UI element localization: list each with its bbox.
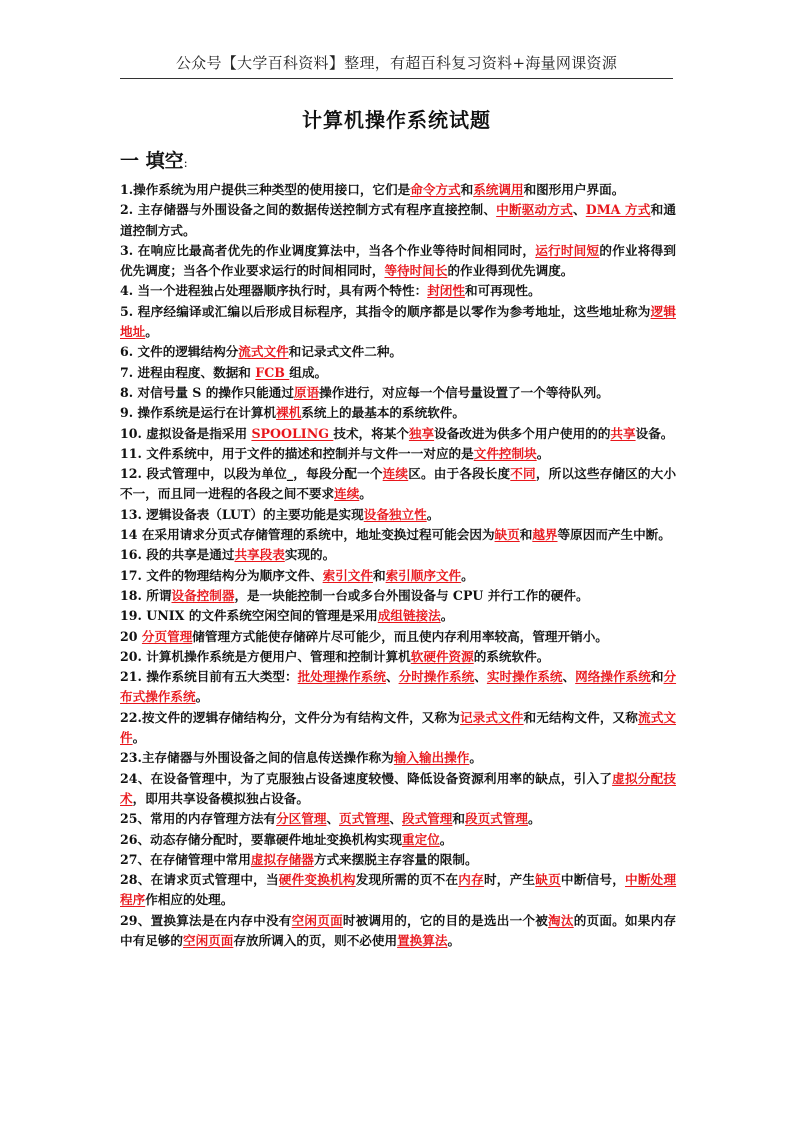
answer-text: 置换算法 [397, 932, 448, 948]
question-text: 和 [650, 669, 664, 685]
question-text: 5. 程序经编译或汇编以后形成目标程序，其指令的顺序都是以零作为参考地址，这些地址称为 [120, 303, 651, 319]
section-heading [120, 146, 188, 173]
question-text: 发现所需的页不在 [355, 872, 459, 888]
question-text: 7. 进程由程度、数据和 [120, 364, 256, 380]
question-text: 、 [474, 669, 487, 685]
question-text: 11. 文件系统中，用于文件的描述和控制并与文件一一对应的是 [120, 445, 474, 461]
answer-text: 网络操作系统 [575, 669, 651, 685]
question-text: 14 在采用请求分页式存储管理的系统中，地址变换过程可能会因为 [120, 527, 495, 543]
section-number: 一 [120, 150, 140, 172]
question-text: 实现的。 [284, 547, 336, 563]
answer-text: 系统调用 [473, 182, 524, 197]
question-text: 。 [439, 831, 453, 847]
answer-text: 分时操作系统 [398, 669, 475, 685]
question-text: ，即用共享设备模拟独占设备。 [132, 790, 309, 806]
answer-text: 淘汰 [548, 912, 574, 928]
question-text: 8. 对信号量 S 的操作只能通过 [120, 384, 294, 400]
question-text: 的作业将得到优先调度；当各个作业要求运行的时间相同时， [120, 242, 677, 279]
answer-text: SPOOLING [251, 425, 334, 441]
question-item [120, 302, 676, 343]
answer-text: 重定位 [402, 831, 440, 847]
answer-text: 段式管理 [402, 811, 453, 827]
question-text: 27、在存储管理中常用 [120, 851, 251, 867]
question-item [120, 363, 676, 383]
question-text: 、 [562, 669, 576, 685]
question-item [120, 586, 676, 606]
answer-text: 硬件变换机构 [278, 872, 356, 888]
question-text: 和通道控制方式。 [120, 202, 677, 238]
question-text: 6. 文件的逻辑结构分 [120, 344, 239, 360]
page-header-text: 公众号【大学百科资料】整理，有超百科复习资料+海量网课资源 [175, 54, 618, 72]
question-text: ，是一块能控制一台或多台外围设备与 CPU 并行工作的硬件。 [234, 587, 589, 603]
answer-text: 中断驱动方式 [496, 202, 573, 218]
question-text: 等原因而产生中断。 [557, 527, 671, 543]
question-text: 和无结构文件，又称 [523, 709, 638, 725]
question-item [120, 525, 676, 545]
question-text: 、 [389, 811, 402, 827]
question-item [120, 444, 676, 464]
question-text: 4. 当一个进程独占处理器顺序执行时，具有两个特性： [120, 283, 428, 299]
question-text: 16. 段的共享是通过 [120, 547, 235, 563]
answer-text: 内存 [458, 872, 484, 888]
question-item [120, 403, 676, 423]
question-text: 。 [536, 445, 550, 461]
answer-text: 越界 [532, 527, 558, 543]
question-text: 技术，将某个 [333, 425, 409, 441]
question-item [120, 748, 676, 768]
question-text: 。 [145, 324, 158, 340]
question-text: 系统上的最基本的系统软件。 [301, 405, 465, 421]
answer-text: 分页管理 [141, 628, 193, 644]
question-item [120, 505, 676, 525]
answer-text: 段页式管理 [464, 811, 528, 827]
question-item [120, 627, 676, 647]
answer-text: 空闲页面 [291, 912, 343, 928]
question-text: 、 [326, 811, 340, 827]
question-text: 23.主存储器与外围设备之间的信息传送操作称为 [120, 750, 394, 766]
answer-text: 记录式文件 [459, 709, 524, 725]
question-text: 18. 所谓 [120, 587, 172, 603]
question-text: 和 [519, 527, 533, 543]
answer-text: 共享段表 [234, 547, 285, 563]
question-text: 26、动态存储分配时，要靠硬件地址变换机构实现 [120, 831, 402, 847]
question-text: 。 [426, 506, 440, 522]
question-text: 和可再现性。 [464, 283, 541, 299]
section-colon: : [183, 156, 188, 170]
answer-text: 原语 [293, 384, 320, 400]
question-text: 和 [460, 182, 474, 197]
question-text: 和 [452, 811, 465, 827]
question-text: 中断信号， [560, 872, 626, 888]
answer-text: FCB [255, 364, 290, 380]
question-text: 20 [120, 628, 142, 644]
answer-text: 缺页 [535, 872, 561, 888]
answer-text: 不同 [510, 466, 536, 482]
question-item [120, 241, 676, 282]
answer-text: 命令方式 [410, 182, 461, 197]
question-text: 时被调用的，它的目的是选出一个被 [342, 912, 549, 928]
question-item [120, 647, 676, 667]
question-text: 的页面。如果内存中有足够的 [120, 912, 677, 948]
question-text: 、 [385, 669, 399, 685]
question-text: 3. 在响应比最高者优先的作业调度算法中，当各个作业等待时间相同时， [120, 242, 536, 258]
question-item [120, 911, 676, 952]
answer-text: 设备独立性 [363, 506, 427, 522]
question-text: 20. 计算机操作系统是方便用户、管理和控制计算机 [120, 648, 411, 664]
question-text: 和图形用户界面。 [523, 182, 625, 197]
question-item [120, 545, 676, 565]
question-item [120, 383, 676, 403]
question-item [120, 180, 676, 200]
question-text: 28、在请求页式管理中，当 [120, 872, 279, 888]
answer-text: 实时操作系统 [486, 669, 563, 685]
question-text: 9. 操作系统是运行在计算机 [120, 405, 277, 421]
question-text: 。 [447, 932, 461, 948]
question-text: 的作业得到优先调度。 [447, 263, 574, 279]
answer-text: 虚拟分配技术 [120, 770, 677, 806]
question-text: 17. 文件的物理结构分为顺序文件、 [120, 567, 323, 583]
question-text: 。 [359, 486, 372, 502]
question-text: 和 [372, 567, 386, 583]
question-text: ，所以这些存储区的大小不一，而且同一进程的各段之间不要求 [120, 466, 677, 502]
question-text: 操作进行，对应每一个信号量设置了一个等待队列。 [319, 384, 609, 400]
question-text: 。 [461, 567, 474, 583]
answer-text: 软硬件资源 [410, 648, 474, 664]
question-text: 设备改进为供多个用户使用的的 [434, 425, 611, 441]
answer-text: DMA 方式 [585, 202, 651, 218]
question-text: 时，产生 [483, 872, 536, 888]
answer-text: 索引文件 [322, 567, 373, 583]
question-item [120, 667, 676, 708]
header-divider [120, 78, 673, 79]
question-item [120, 566, 676, 586]
question-list [120, 180, 676, 951]
answer-text: 分区管理 [276, 811, 327, 827]
question-text: 25、常用的内存管理方法有 [120, 811, 277, 827]
answer-text: 连续 [334, 486, 360, 502]
question-text: 和记录式文件二种。 [288, 344, 403, 360]
answer-text: 裸机 [276, 405, 302, 421]
question-text: 22.按文件的逻辑存储结构分，文件分为有结构文件，又称为 [120, 709, 460, 725]
document-title: 计算机操作系统试题 [302, 108, 491, 132]
question-text: 。 [527, 811, 541, 827]
question-text: 19. UNIX 的文件系统空闲空间的管理是采用 [120, 608, 378, 624]
answer-text: 连续 [382, 466, 409, 482]
answer-text: 索引顺序文件 [385, 567, 462, 583]
question-item [120, 850, 676, 870]
question-text: 。 [132, 730, 146, 746]
question-item [120, 200, 676, 241]
question-text: 作相应的处理。 [145, 892, 234, 908]
question-item [120, 342, 676, 362]
question-item [120, 424, 676, 444]
question-text: 组成。 [289, 364, 328, 380]
question-item [120, 464, 676, 505]
answer-text: 缺页 [494, 527, 520, 543]
question-text: 的系统软件。 [473, 648, 550, 664]
question-text: 区。由于各段长度 [408, 466, 511, 482]
question-text: 存放所调入的页，则不必使用 [233, 932, 398, 948]
question-text: 13. 逻辑设备表（LUT）的主要功能是实现 [120, 506, 364, 522]
question-text: 。 [195, 689, 209, 705]
answer-text: 独享 [408, 425, 435, 441]
answer-text: 分布式操作系统 [120, 669, 677, 705]
answer-text: 空闲页面 [182, 932, 234, 948]
question-item [120, 281, 676, 301]
question-item [120, 870, 676, 911]
answer-text: 逻辑地址 [120, 303, 676, 340]
question-item [120, 606, 676, 626]
question-item [120, 769, 676, 810]
answer-text: 封闭性 [427, 283, 465, 299]
question-text: 设备。 [635, 425, 674, 441]
answer-text: 页式管理 [339, 811, 390, 827]
question-text: 24、在设备管理中，为了克服独占设备速度较慢、降低设备资源利用率的缺点，引入了 [120, 770, 613, 786]
question-item [120, 830, 676, 850]
answer-text: 运行时间短 [535, 242, 600, 258]
answer-text: 文件控制块 [473, 445, 537, 461]
answer-text: 等待时间长 [384, 263, 448, 279]
question-text: 21. 操作系统目前有五大类型： [120, 669, 298, 685]
answer-text: 虚拟存储器 [250, 851, 314, 867]
question-text: 29、置换算法是在内存中没有 [120, 912, 292, 928]
answer-text: 流式文件 [120, 709, 677, 746]
question-text: 、 [572, 202, 586, 218]
question-text: 储管理方式能使存储碎片尽可能少，而且使内存利用率较高，管理开销小。 [192, 628, 608, 644]
answer-text: 流式文件 [238, 344, 289, 360]
answer-text: 批处理操作系统 [297, 669, 386, 685]
question-item [120, 809, 676, 829]
question-text: 1.操作系统为用户提供三种类型的使用接口，它们是 [120, 182, 411, 197]
answer-text: 设备控制器 [171, 587, 235, 603]
answer-text: 输入输出操作 [393, 750, 470, 766]
question-text: 。 [440, 608, 454, 624]
answer-text: 共享 [610, 425, 636, 441]
question-text: 12. 段式管理中，以段为单位_，每段分配一个 [120, 466, 383, 482]
question-text: 10. 虚拟设备是指采用 [120, 425, 252, 441]
answer-text: 成组链接法 [377, 608, 441, 624]
question-text: 方式来摆脱主存容量的限制。 [313, 851, 478, 867]
section-label: 填空 [145, 150, 184, 172]
question-text: 2. 主存储器与外围设备之间的数据传送控制方式有程序直接控制、 [120, 202, 497, 218]
question-item [120, 708, 676, 749]
question-text: 。 [469, 750, 482, 766]
answer-text: 中断处理程序 [120, 872, 677, 908]
